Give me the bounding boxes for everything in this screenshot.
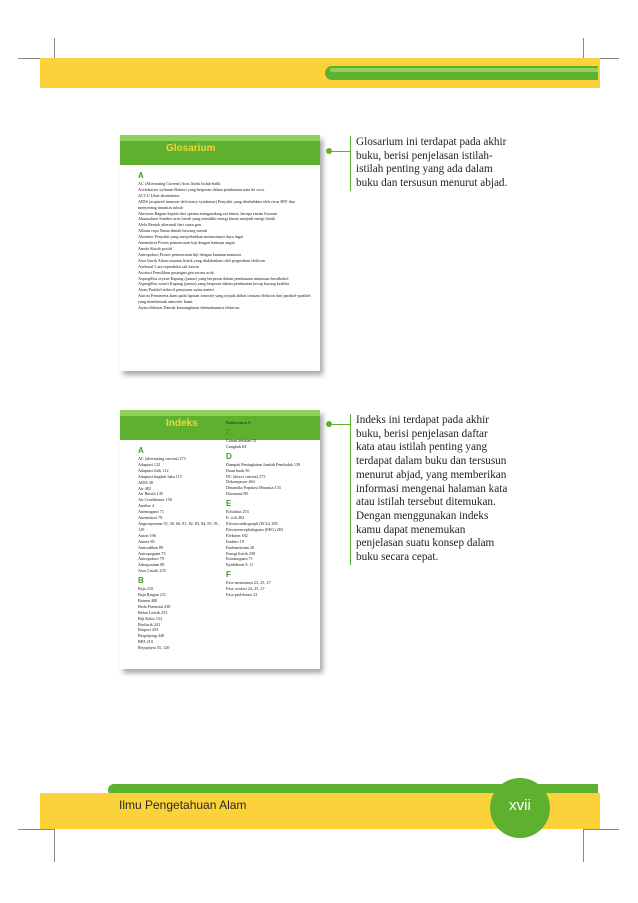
index-entry: Fase proliferasi 23 <box>226 592 258 598</box>
index-entry: Entomogami 71 <box>226 556 253 562</box>
glossary-entry: Akrosom Bagian kepala dari sperma mengandung zat kimia, berupa enzim lisozom <box>138 210 278 216</box>
index-entry: Biji Kelor 152 <box>138 615 163 621</box>
index-entry: Antropokori 79 <box>138 556 164 562</box>
index-entry: Anemokori 78 <box>138 515 163 521</box>
index-callout: Indeks ini terdapat pada akhir buku, berisi penjelasan daftar kata atau istilah penting yang terdapat dalam buku dan tersusun menurut abjad, yang memberikan informasi mengenai halaman kata atau istilah tersebut ditemukan. Dengan menggunakan indeks kamu dapat menemukan penjelasan suatu konsep dalam buku secara cepat. <box>350 414 508 565</box>
index-letter: B <box>138 576 144 586</box>
index-entry: Epididimis 9, 11 <box>226 562 254 568</box>
index-entry: Beda Potensial 238 <box>138 603 171 609</box>
index-entry: Anemogami 71 <box>138 509 164 515</box>
index-entry: Adaptasi tingkah laku 115 <box>138 473 182 479</box>
index-entry: Air 482 <box>138 485 151 491</box>
glossary-entry: AC (Alternating Current) Arus listrik bolak-balik <box>138 181 221 186</box>
glossary-page-thumbnail <box>120 135 320 371</box>
glossary-entry: Alela Bentuk alternatif dari suatu gen <box>138 222 201 228</box>
top-green-highlight <box>330 68 598 72</box>
crop-mark <box>18 829 54 830</box>
index-entry: Adaptasi 122 <box>138 461 161 467</box>
index-header-highlight <box>120 410 320 416</box>
crop-mark <box>54 826 55 862</box>
index-letter: A <box>138 446 144 455</box>
index-entry: Bebat Listrik 253 <box>138 609 168 615</box>
index-column-2 <box>226 420 316 598</box>
index-entry: Fase ovulasi 24, 25, 27 <box>226 586 265 592</box>
index-entry: Antiradikan 89 <box>138 544 164 550</box>
index-entry: Dekomposer 464 <box>226 479 255 485</box>
glossary-entry: Allium cepa Nama ilmiah bawang merah <box>138 228 207 234</box>
index-letter: F <box>226 570 231 580</box>
index-title: Indeks <box>166 418 198 429</box>
index-entry: Baja Ringan 211 <box>138 592 166 598</box>
glossary-connector-line <box>330 151 350 152</box>
glossary-entry: Acetobacter xylinum Bakteri yang berperan dalam pembuatan nata de coco. <box>138 186 266 192</box>
index-entry: Embrio 19 <box>226 538 244 544</box>
index-letter: D <box>226 451 232 461</box>
index-entry: Cairan ketuban 31 <box>226 437 257 443</box>
glossary-title: Glosarium <box>166 143 216 154</box>
glossary-entry: Aurora Fenomena alam pada lapisan ionosfer yang terjadi akibat ionisasi elektron dari partikel-partikel yang membentuk atmosfer bumi. <box>138 293 311 305</box>
index-entry: Analise 4 <box>138 503 154 509</box>
index-entry: Energi listrik 238 <box>226 550 256 556</box>
index-letter: E <box>226 499 232 509</box>
index-entry: Anion 196 <box>138 532 156 538</box>
index-entry: Baja 210 <box>138 586 154 592</box>
crop-mark <box>583 829 619 830</box>
index-column-1 <box>138 444 222 651</box>
index-entry: Electroencephalogram (EEG) 283 <box>226 526 283 532</box>
index-entry: Dinamika Populasi Manusia 133 <box>226 485 281 491</box>
glossary-entry: Antropokori Proses pemencaran biji dengan bantuan manusia <box>138 251 242 257</box>
index-entry: Electrocardiograph (ECG) 283 <box>226 520 278 526</box>
index-entry: Bainan 480 <box>138 597 158 603</box>
index-entry: BPA 210 <box>138 639 153 645</box>
index-entry: Antropogami 73 <box>138 550 166 556</box>
glossary-letter: A <box>138 171 144 180</box>
index-entry: Bulbosetrica 9 <box>226 420 251 425</box>
glossary-entry: Aspergillus wentii Kapang (jamur) yang berperan dalam pembuatan kecap kacang kedelai <box>138 281 289 287</box>
index-entry: Adaptasi fisik 112 <box>138 467 169 473</box>
glossary-entry: Aseksual Cara reproduksi tak kawin <box>138 263 199 269</box>
glossary-entry: ACCU Lihat akumulator <box>138 192 180 198</box>
index-letter: C <box>226 427 232 437</box>
glossary-entry: Awan elektron Daerah kemungkinan ditemukannya elektron. <box>138 305 240 311</box>
index-entry: E. coli 202 <box>226 515 245 521</box>
index-entry: Arkegonium 89 <box>138 562 165 568</box>
index-entry: Angiospermae 55, 56, 66, 81, 82, 83, 84, 85, 91, 129 <box>138 520 219 532</box>
glossary-entry: Anoda Kutub positif <box>138 245 173 251</box>
index-page-thumbnail <box>120 410 320 669</box>
crop-mark <box>583 826 584 862</box>
glossary-entry: Atom Partikel terkecil penyusun suatu materi <box>138 287 214 293</box>
glossary-entry: Akumulator Sumber arus listrik yang memiliki energi kimia menjadi energi listrik <box>138 216 276 222</box>
index-entry: Dampak Peningkatan Jumlah Penduduk 139 <box>226 461 301 467</box>
index-connector-line <box>330 424 350 425</box>
glossary-entry: Alzeimer Penyakit yang menyebabkan menurunnya daya ingat <box>138 234 244 240</box>
page-number: xvii <box>509 797 531 814</box>
index-entry: Cangkok 64 <box>226 443 247 449</box>
index-entry: Biopori 433 <box>138 627 159 633</box>
index-entry: DC (direct current) 273 <box>226 473 266 479</box>
index-entry: Air Conditioner 156 <box>138 497 172 503</box>
footer-book-title: Ilmu Pengetahuan Alam <box>119 798 247 812</box>
glossary-entry: AIDS (acquired immune deficiency syndrome) Penyakit yang disebabkan oleh virus HIV dan menyerang imunitas tubuh <box>138 198 295 210</box>
index-entry: Fase menstruasi 23, 25, 27 <box>226 580 271 586</box>
index-entry: Biofisrik 241 <box>138 621 161 627</box>
index-entry: Antera 83 <box>138 538 155 544</box>
index-entry: Daun buah 56 <box>226 467 250 473</box>
index-entry: Arus Listrik 235 <box>138 568 166 574</box>
index-entry: AC (alternating current) 273 <box>138 456 186 461</box>
glossary-header-highlight <box>120 135 320 141</box>
index-entry: Biopolping 440 <box>138 633 165 639</box>
index-entry: Dormansi 80 <box>226 491 248 497</box>
glossary-entries <box>138 169 314 311</box>
glossary-entry: Anemokori Proses pemencaran biji dengan bantuan angin <box>138 240 235 246</box>
index-entry: Endometrium 20 <box>226 544 255 550</box>
index-entry: Echidnas 253 <box>226 509 249 515</box>
index-entry: Bryophyta 55, 120 <box>138 645 170 651</box>
index-entry: Air Bersih 145 <box>138 491 163 497</box>
index-entry: AIDS 38 <box>138 479 154 485</box>
glossary-entry: Arus listrik Aliran muatan listrik yang diakibatkan oleh pergerakan elektron <box>138 257 266 263</box>
glossary-entry: Aspergillus oryzae Kapang (jamur) yang berperan dalam pembuatan minuman beralkohol <box>138 275 289 281</box>
glossary-callout: Glosarium ini terdapat pada akhir buku, berisi penjelasan istilah-istilah penting yang ada dalam buku dan tersusun menurut abjad. <box>350 136 508 191</box>
glossary-entry: Asortasi Pemilihan pasangan gen secara acak <box>138 269 214 275</box>
index-entry: Elektron 182 <box>226 532 248 538</box>
